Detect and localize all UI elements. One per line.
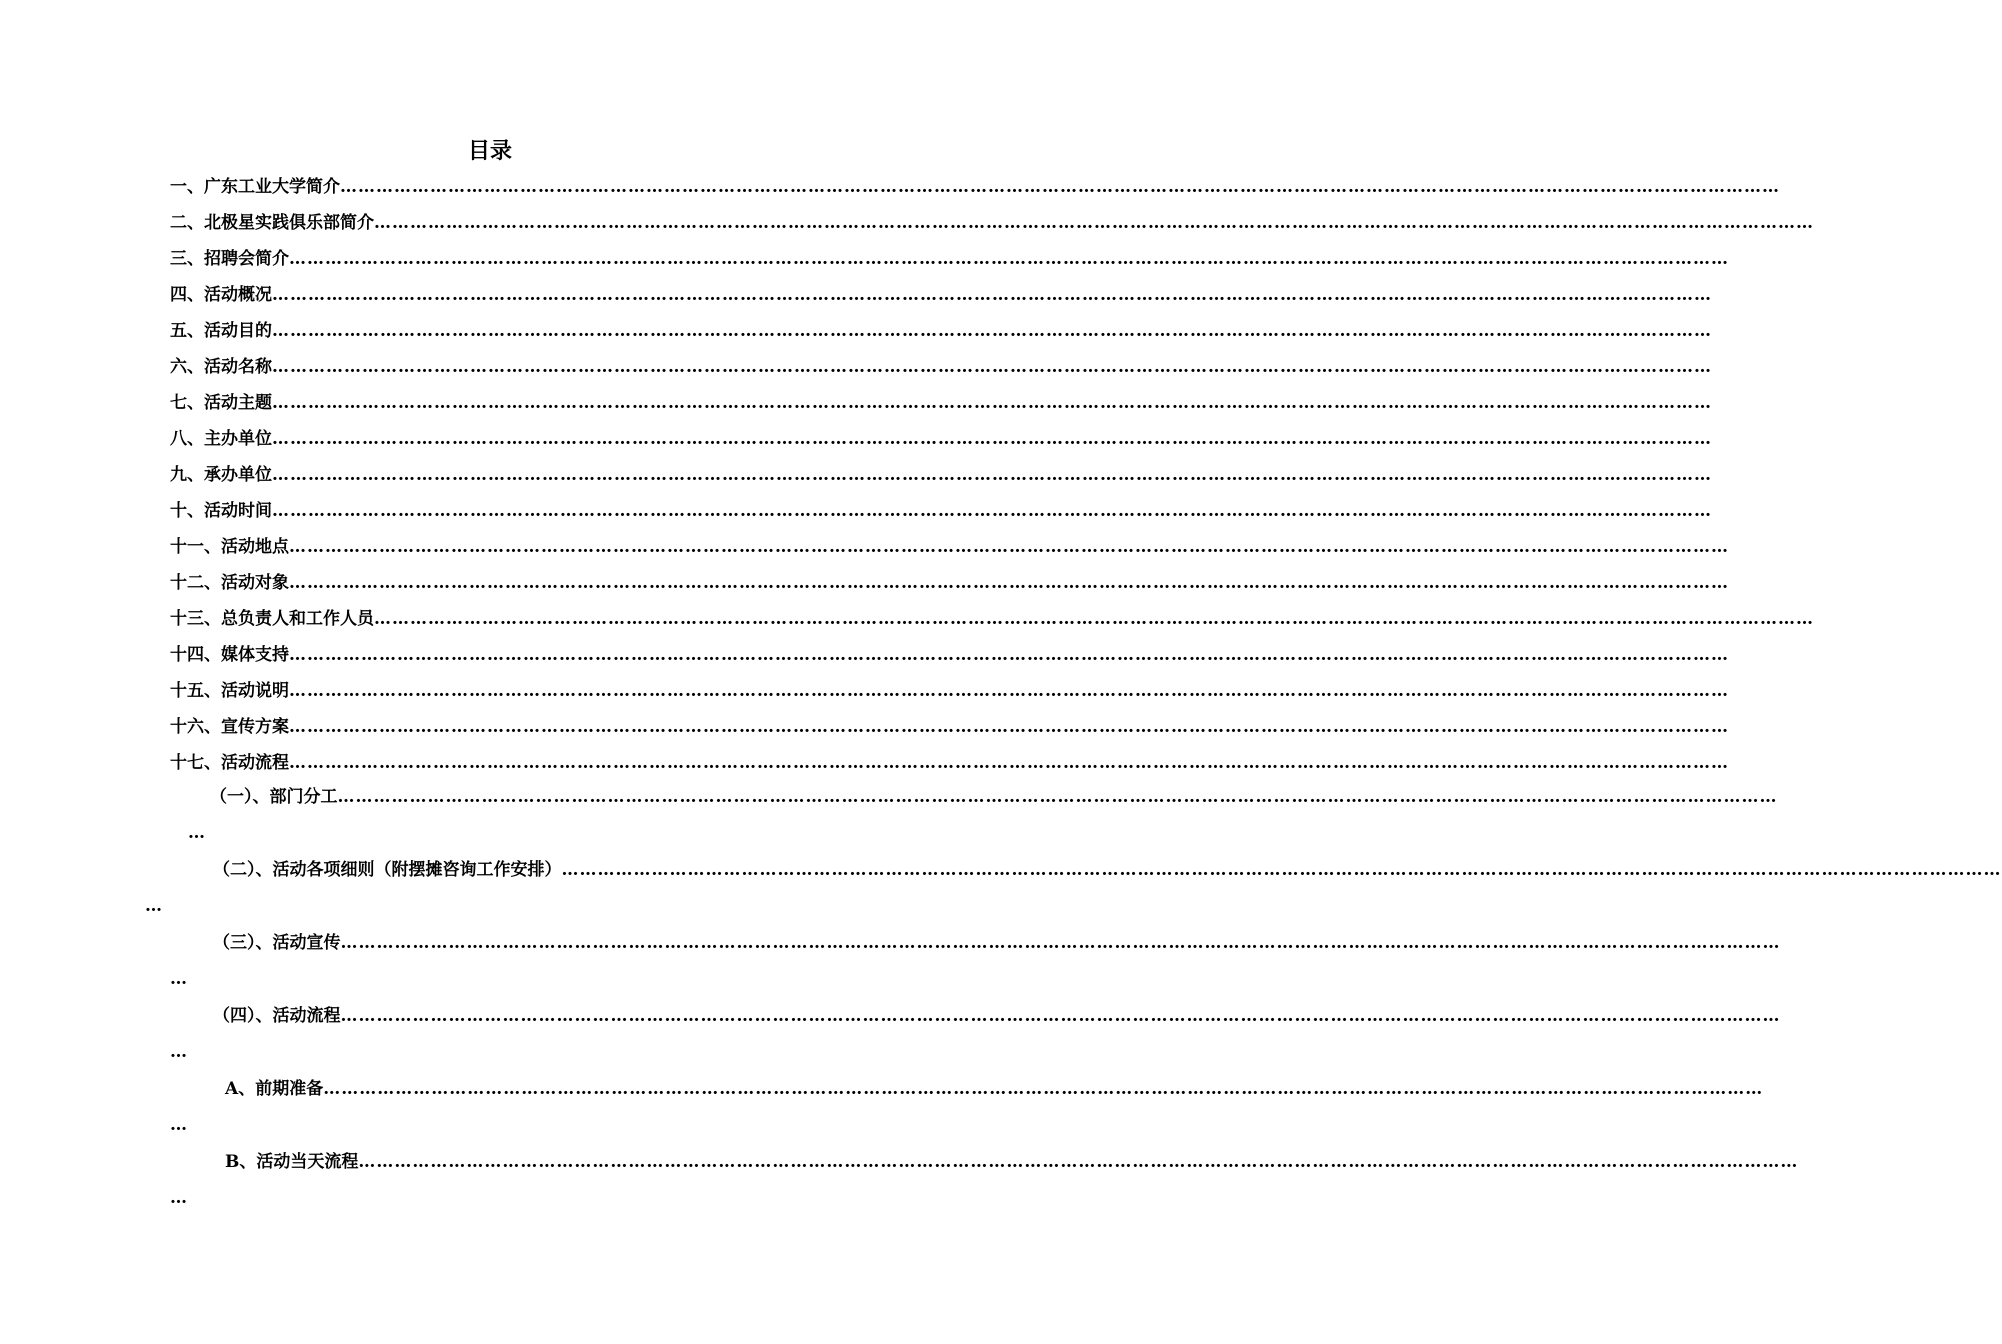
toc-entry[interactable] xyxy=(170,247,1729,271)
toc-leader-dots: …………………………………………………………………………………………………………………………………………………………………………………………………………………… xyxy=(289,645,1729,665)
toc-entry-label: 一、广东工业大学简介 xyxy=(170,177,340,197)
toc-leader-dots: …………………………………………………………………………………………………………………………………………………………………………………………………………………… xyxy=(561,860,2002,880)
toc-entry-label: 十四、媒体支持 xyxy=(170,645,289,665)
toc-entry-label: 八、主办单位 xyxy=(170,429,272,449)
toc-entry-label: 十、活动时间 xyxy=(170,501,272,521)
toc-leader-dots: …………………………………………………………………………………………………………………………………………………………………………………………………………………… xyxy=(289,681,1729,701)
toc-entry[interactable] xyxy=(170,283,1712,307)
toc-leader-dots: …………………………………………………………………………………………………………………………………………………………………………………………………………………… xyxy=(272,321,1712,341)
toc-leader-continuation: … xyxy=(188,823,205,843)
toc-entry-label: 三、招聘会简介 xyxy=(170,249,289,269)
toc-entry-label: 十六、宣传方案 xyxy=(170,717,289,737)
toc-leader-dots: …………………………………………………………………………………………………………………………………………………………………………………………………………………… xyxy=(289,573,1729,593)
toc-entry-label: 二、北极星实践俱乐部简介 xyxy=(170,213,374,233)
toc-entry-label: （四）、活动流程 xyxy=(213,1006,341,1026)
toc-leader-dots: …………………………………………………………………………………………………………………………………………………………………………………………………………………… xyxy=(289,249,1729,269)
toc-entry-label: 十五、活动说明 xyxy=(170,681,289,701)
toc-entry[interactable] xyxy=(170,391,1712,415)
toc-leader-dots: …………………………………………………………………………………………………………………………………………………………………………………………………………………… xyxy=(272,429,1712,449)
toc-entry-label: （三）、活动宣传 xyxy=(213,933,341,953)
toc-entry-label: 六、活动名称 xyxy=(170,357,272,377)
toc-leader-continuation: … xyxy=(145,896,162,916)
toc-entry[interactable] xyxy=(170,571,1729,595)
toc-leader-dots: …………………………………………………………………………………………………………………………………………………………………………………………………………………… xyxy=(272,285,1712,305)
toc-entry[interactable] xyxy=(170,319,1712,343)
toc-entry-label: 十七、活动流程 xyxy=(170,753,289,773)
toc-entry[interactable] xyxy=(170,463,1712,487)
toc-entry[interactable] xyxy=(213,858,2002,882)
toc-leader-dots: …………………………………………………………………………………………………………………………………………………………………………………………………………………… xyxy=(358,1152,1799,1172)
toc-leader-continuation: … xyxy=(170,1042,187,1062)
toc-entry[interactable] xyxy=(170,643,1729,667)
toc-entry-label: 七、活动主题 xyxy=(170,393,272,413)
toc-leader-dots: …………………………………………………………………………………………………………………………………………………………………………………………………………………… xyxy=(337,787,1778,807)
toc-entry[interactable] xyxy=(170,751,1729,775)
toc-entry[interactable] xyxy=(170,355,1712,379)
toc-leader-dots: …………………………………………………………………………………………………………………………………………………………………………………………………………………… xyxy=(272,465,1712,485)
toc-entry-label: 四、活动概况 xyxy=(170,285,272,305)
toc-leader-continuation: … xyxy=(170,1188,187,1208)
toc-entry[interactable] xyxy=(170,607,1814,631)
toc-entry[interactable] xyxy=(170,427,1712,451)
toc-leader-dots: …………………………………………………………………………………………………………………………………………………………………………………………………………………… xyxy=(289,537,1729,557)
toc-entry[interactable] xyxy=(213,1004,1781,1028)
toc-entry[interactable] xyxy=(225,1150,1799,1174)
toc-leader-dots: …………………………………………………………………………………………………………………………………………………………………………………………………………………… xyxy=(289,717,1729,737)
toc-entry-label: 十一、活动地点 xyxy=(170,537,289,557)
toc-entry[interactable] xyxy=(210,785,1778,809)
toc-leader-dots: …………………………………………………………………………………………………………………………………………………………………………………………………………………… xyxy=(340,933,1781,953)
toc-entry[interactable] xyxy=(170,499,1712,523)
toc-leader-dots: …………………………………………………………………………………………………………………………………………………………………………………………………………………… xyxy=(374,213,1814,233)
toc-leader-dots: …………………………………………………………………………………………………………………………………………………………………………………………………………………… xyxy=(323,1079,1764,1099)
toc-entry[interactable] xyxy=(213,931,1781,955)
toc-entry[interactable] xyxy=(225,1077,1764,1101)
toc-leader-dots: …………………………………………………………………………………………………………………………………………………………………………………………………………………… xyxy=(272,501,1712,521)
toc-leader-continuation: … xyxy=(170,1115,187,1135)
toc-entry[interactable] xyxy=(170,715,1729,739)
toc-entry-label: 十二、活动对象 xyxy=(170,573,289,593)
toc-leader-dots: …………………………………………………………………………………………………………………………………………………………………………………………………………………… xyxy=(272,393,1712,413)
toc-leader-dots: …………………………………………………………………………………………………………………………………………………………………………………………………………………… xyxy=(272,357,1712,377)
toc-entry[interactable] xyxy=(170,175,1780,199)
toc-leader-dots: …………………………………………………………………………………………………………………………………………………………………………………………………………………… xyxy=(289,753,1729,773)
toc-entry[interactable] xyxy=(170,535,1729,559)
toc-entry-label: 九、承办单位 xyxy=(170,465,272,485)
toc-entry-label: （一）、部门分工 xyxy=(210,787,338,807)
toc-leader-dots: …………………………………………………………………………………………………………………………………………………………………………………………………………………… xyxy=(374,609,1814,629)
toc-entry-label: 五、活动目的 xyxy=(170,321,272,341)
page-title: 目录 xyxy=(467,138,512,164)
toc-entry-label: A、前期准备 xyxy=(225,1079,324,1099)
toc-entry-label: 十三、总负责人和工作人员 xyxy=(170,609,374,629)
toc-leader-dots: …………………………………………………………………………………………………………………………………………………………………………………………………………………… xyxy=(340,177,1780,197)
toc-leader-continuation: … xyxy=(170,969,187,989)
toc-leader-dots: …………………………………………………………………………………………………………………………………………………………………………………………………………………… xyxy=(340,1006,1781,1026)
toc-entry[interactable] xyxy=(170,679,1729,703)
toc-entry[interactable] xyxy=(170,211,1814,235)
toc-entry-label: （二）、活动各项细则（附摆摊咨询工作安排） xyxy=(213,860,562,880)
toc-entry-label: B、活动当天流程 xyxy=(225,1152,359,1172)
